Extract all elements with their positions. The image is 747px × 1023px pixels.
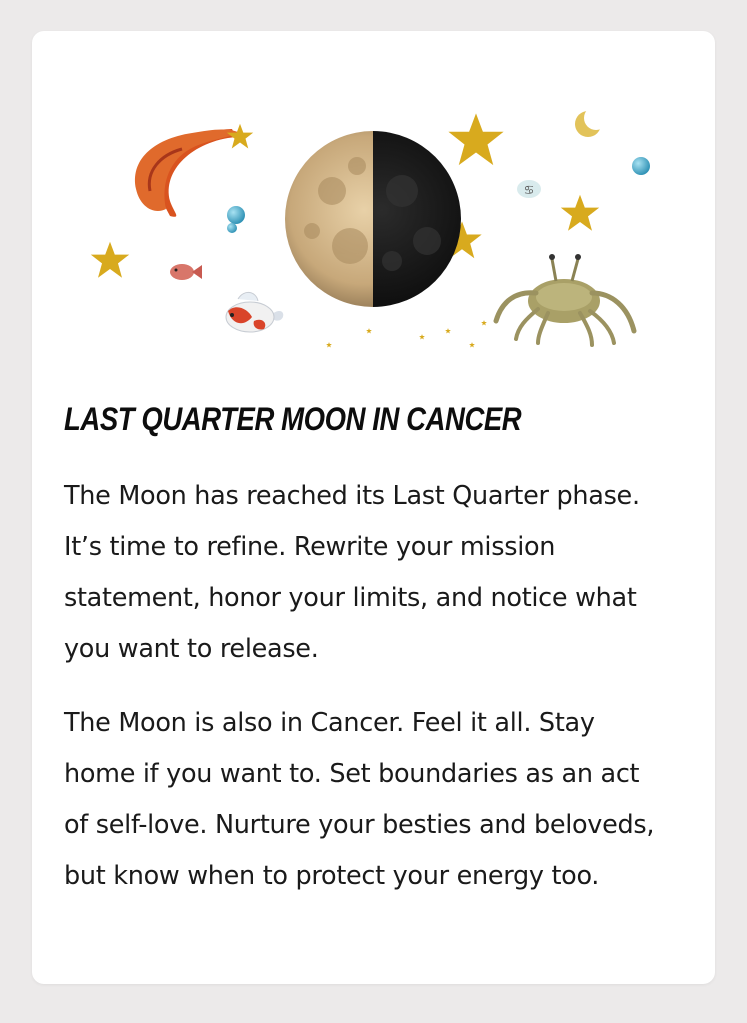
description-paragraph-sign: The Moon is also in Cancer. Feel it all. Stay home if you want to. Set boundaries as an act of self-love. Nurture your besties and beloveds, but know when to protect your energy too. [64,708,655,891]
crescent-moon-icon [575,106,608,137]
small-fish-icon [170,264,202,280]
description-paragraph-phase: The Moon has reached its Last Quarter phase. It’s time to refine. Rewrite your mission statement, honor your limits, and notice what you want to release. [64,481,640,664]
card-title: LAST QUARTER MOON IN CANCER [64,401,522,437]
moon-illustration [32,31,715,371]
svg-text:♋: ♋ [523,183,535,197]
cancer-glyph-icon [517,180,541,198]
goldfish-icon [226,292,283,332]
moon-icon [285,131,461,307]
crab-icon [496,254,634,345]
moon-phase-card [32,31,715,984]
crab-claw-icon [135,129,240,217]
